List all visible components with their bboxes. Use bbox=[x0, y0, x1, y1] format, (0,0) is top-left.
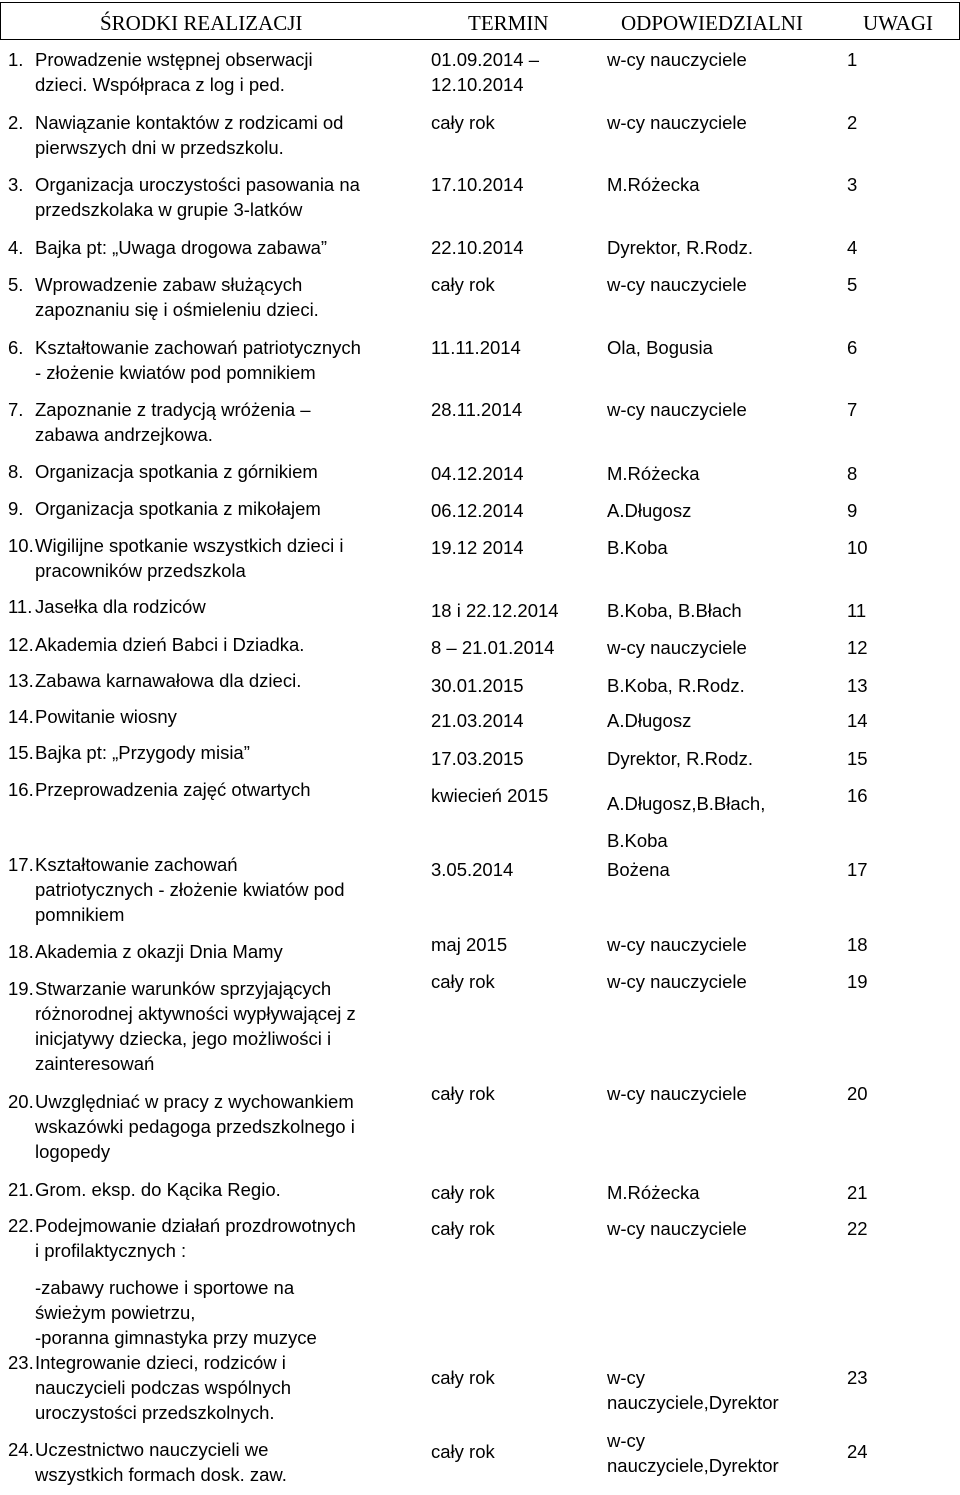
row-responsible: B.Koba, R.Rodz. bbox=[607, 675, 745, 696]
row-responsible: w-cy nauczyciele,Dyrektor bbox=[607, 1367, 779, 1413]
row-term: cały rok bbox=[431, 1367, 495, 1388]
row-task: 16.Przeprowadzenia zajęć otwartych bbox=[8, 779, 311, 800]
row-responsible: w-cy nauczyciele bbox=[607, 274, 747, 295]
row-term: cały rok bbox=[431, 274, 495, 295]
row-task: 19.Stwarzanie warunków sprzyjających różnorodnej aktywności wypływającej z inicjatywy dziecka, jego możliwości i zainteresowań bbox=[8, 978, 356, 1074]
row-responsible: M.Różecka bbox=[607, 463, 700, 484]
row-note: 13 bbox=[847, 675, 868, 696]
header-col-term: TERMIN bbox=[468, 11, 549, 35]
header-col-notes: UWAGI bbox=[863, 11, 933, 35]
row-term: cały rok bbox=[431, 1218, 495, 1239]
row-responsible: w-cy nauczyciele bbox=[607, 399, 747, 420]
row-term: 19.12 2014 bbox=[431, 537, 524, 558]
row-note: 1 bbox=[847, 49, 858, 70]
row-task: 20.Uwzględniać w pracy z wychowankiem wskazówki pedagoga przedszkolnego i logopedy bbox=[8, 1091, 355, 1162]
header-col-responsible: ODPOWIEDZIALNI bbox=[621, 11, 803, 35]
row-note: 24 bbox=[847, 1441, 868, 1462]
row-term: 8 – 21.01.2014 bbox=[431, 637, 555, 658]
row-task: 17.Kształtowanie zachowań patriotycznych - złożenie kwiatów pod pomnikiem bbox=[8, 854, 345, 925]
row-term: 22.10.2014 bbox=[431, 237, 524, 258]
row-responsible: A.Długosz bbox=[607, 500, 692, 521]
row-responsible: Dyrektor, R.Rodz. bbox=[607, 237, 753, 258]
row-task: 24.Uczestnictwo nauczycieli we wszystkich formach dosk. zaw. bbox=[8, 1439, 287, 1485]
header-col-means: ŚRODKI REALIZACJI bbox=[100, 11, 303, 35]
row-note: 22 bbox=[847, 1218, 868, 1239]
row-note: 21 bbox=[847, 1182, 868, 1203]
row-responsible: w-cy nauczyciele bbox=[607, 637, 747, 658]
row-term: 06.12.2014 bbox=[431, 500, 524, 521]
row-term: 30.01.2015 bbox=[431, 675, 524, 696]
row-term: 04.12.2014 bbox=[431, 463, 524, 484]
row-term: cały rok bbox=[431, 1083, 495, 1104]
row-responsible: A.Długosz,B.Błach, B.Koba bbox=[607, 793, 766, 851]
row-responsible: M.Różecka bbox=[607, 1182, 700, 1203]
row-task: 2. Nawiązanie kontaktów z rodzicami od pierwszych dni w przedszkolu. bbox=[8, 112, 344, 158]
row-term: kwiecień 2015 bbox=[431, 785, 549, 806]
row-task: 11. Jasełka dla rodziców bbox=[8, 596, 206, 617]
row-responsible: w-cy nauczyciele,Dyrektor bbox=[607, 1430, 779, 1476]
row-responsible: w-cy nauczyciele bbox=[607, 112, 747, 133]
row-22-details: -zabawy ruchowe i sportowe na świeżym powietrzu, -poranna gimnastyka przy muzyce bbox=[35, 1277, 317, 1348]
row-note: 6 bbox=[847, 337, 858, 358]
row-task: 5. Wprowadzenie zabaw służących zapoznaniu się i ośmieleniu dzieci. bbox=[8, 274, 319, 320]
row-task: 9. Organizacja spotkania z mikołajem bbox=[8, 498, 321, 519]
row-term: 11.11.2014 bbox=[431, 337, 521, 358]
row-responsible: B.Koba, B.Błach bbox=[607, 600, 742, 621]
row-task: 13.Zabawa karnawałowa dla dzieci. bbox=[8, 670, 302, 691]
row-note: 12 bbox=[847, 637, 868, 658]
row-note: 16 bbox=[847, 785, 868, 806]
row-responsible: w-cy nauczyciele bbox=[607, 971, 747, 992]
row-note: 14 bbox=[847, 710, 868, 731]
row-term: 17.10.2014 bbox=[431, 174, 524, 195]
row-responsible: w-cy nauczyciele bbox=[607, 1218, 747, 1239]
row-term: 01.09.2014 – 12.10.2014 bbox=[431, 49, 540, 95]
row-note: 2 bbox=[847, 112, 858, 133]
row-term: cały rok bbox=[431, 112, 495, 133]
row-task: 15.Bajka pt: „Przygody misia” bbox=[8, 742, 250, 763]
row-note: 8 bbox=[847, 463, 858, 484]
row-responsible: Bożena bbox=[607, 859, 670, 880]
row-note: 18 bbox=[847, 934, 868, 955]
row-term: cały rok bbox=[431, 971, 495, 992]
row-term: 18 i 22.12.2014 bbox=[431, 600, 559, 621]
row-responsible: w-cy nauczyciele bbox=[607, 1083, 747, 1104]
row-term: 21.03.2014 bbox=[431, 710, 524, 731]
row-note: 11 bbox=[847, 600, 867, 621]
row-task: 12.Akademia dzień Babci i Dziadka. bbox=[8, 634, 305, 655]
row-responsible: w-cy nauczyciele bbox=[607, 934, 747, 955]
row-task: 3. Organizacja uroczystości pasowania na przedszkolaka w grupie 3-latków bbox=[8, 174, 360, 220]
row-responsible: Dyrektor, R.Rodz. bbox=[607, 748, 753, 769]
row-note: 20 bbox=[847, 1083, 868, 1104]
row-task: 18.Akademia z okazji Dnia Mamy bbox=[8, 941, 283, 962]
row-term: 17.03.2015 bbox=[431, 748, 524, 769]
row-responsible: Ola, Bogusia bbox=[607, 337, 713, 358]
row-responsible: B.Koba bbox=[607, 537, 668, 558]
row-note: 5 bbox=[847, 274, 858, 295]
row-responsible: A.Długosz bbox=[607, 710, 692, 731]
row-note: 7 bbox=[847, 399, 858, 420]
row-task: 4. Bajka pt: „Uwaga drogowa zabawa” bbox=[8, 237, 328, 258]
row-task: 8. Organizacja spotkania z górnikiem bbox=[8, 461, 318, 482]
row-responsible: M.Różecka bbox=[607, 174, 700, 195]
row-term: 3.05.2014 bbox=[431, 859, 514, 880]
row-task: 7. Zapoznanie z tradycją wróżenia – zabawa andrzejkowa. bbox=[8, 399, 311, 445]
row-term: maj 2015 bbox=[431, 934, 508, 955]
row-note: 10 bbox=[847, 537, 868, 558]
row-task: 1. Prowadzenie wstępnej obserwacji dzieci. Współpraca z log i ped. bbox=[8, 49, 313, 95]
row-task: 21.Grom. eksp. do Kącika Regio. bbox=[8, 1179, 281, 1200]
row-responsible: w-cy nauczyciele bbox=[607, 49, 747, 70]
row-term: 28.11.2014 bbox=[431, 399, 523, 420]
row-note: 3 bbox=[847, 174, 858, 195]
row-note: 19 bbox=[847, 971, 868, 992]
row-task: 22.Podejmowanie działań prozdrowotnych i profilaktycznych : bbox=[8, 1215, 356, 1261]
table-header bbox=[0, 2, 960, 40]
row-term: cały rok bbox=[431, 1182, 495, 1203]
row-note: 23 bbox=[847, 1367, 868, 1388]
row-task: 14.Powitanie wiosny bbox=[8, 706, 177, 727]
row-note: 4 bbox=[847, 237, 858, 258]
row-note: 15 bbox=[847, 748, 868, 769]
row-note: 9 bbox=[847, 500, 858, 521]
row-task: 6. Kształtowanie zachowań patriotycznych - złożenie kwiatów pod pomnikiem bbox=[8, 337, 361, 383]
row-note: 17 bbox=[847, 859, 868, 880]
row-task: 23.Integrowanie dzieci, rodziców i nauczycieli podczas wspólnych uroczystości przedszkolnych. bbox=[8, 1352, 292, 1423]
row-task: 10.Wigilijne spotkanie wszystkich dzieci i pracowników przedszkola bbox=[8, 535, 344, 581]
row-term: cały rok bbox=[431, 1441, 495, 1462]
